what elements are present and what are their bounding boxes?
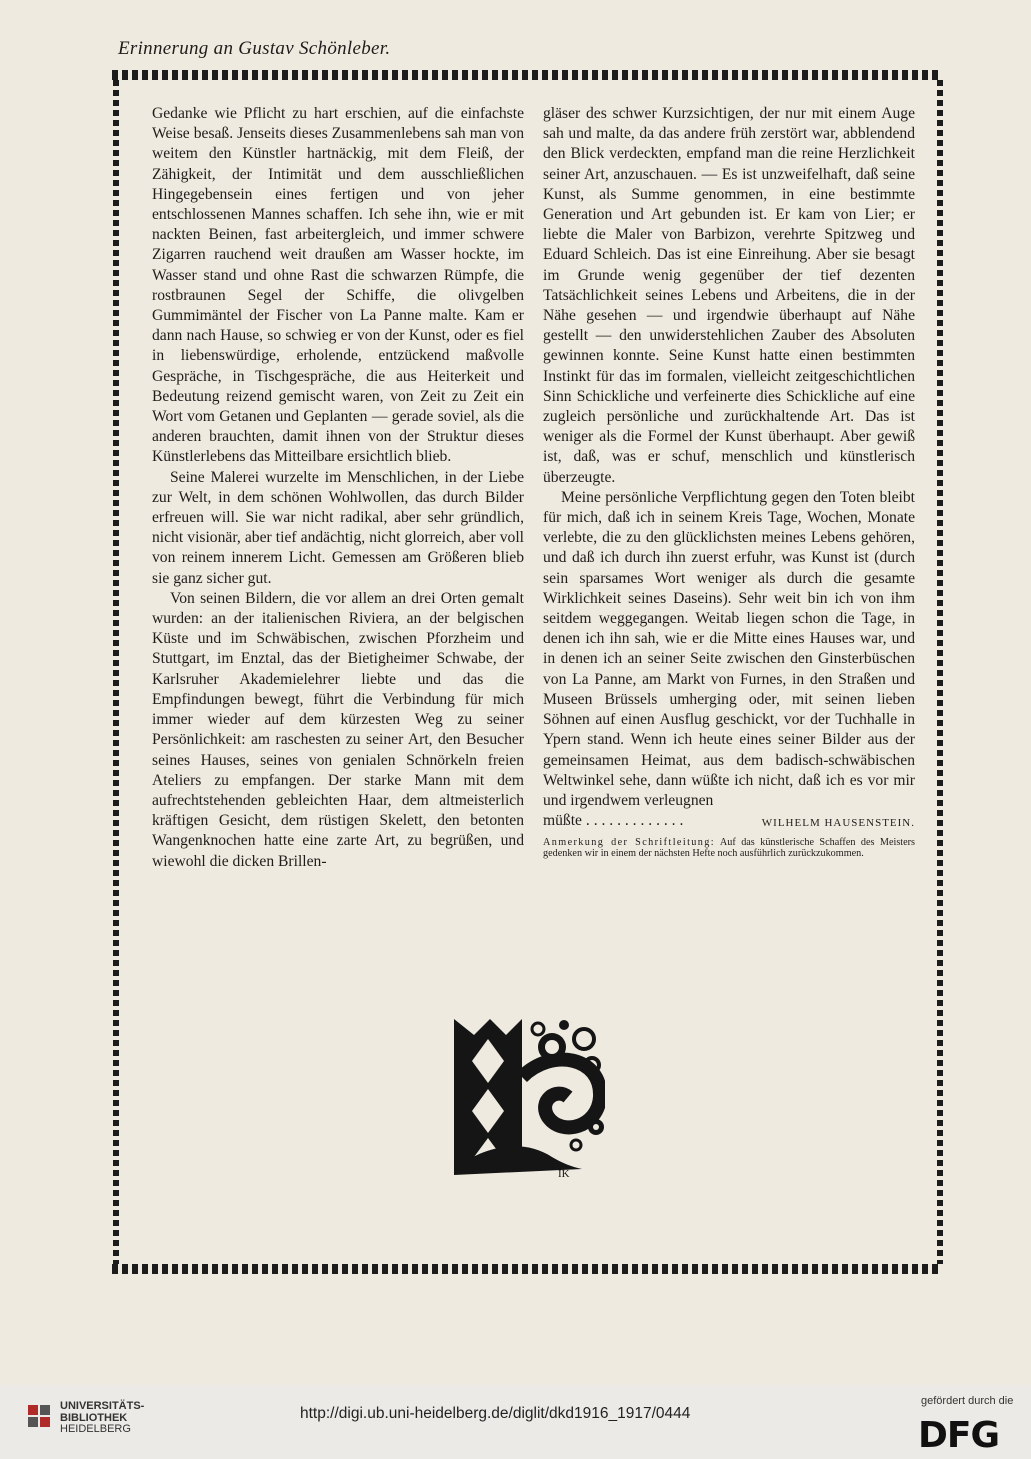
- university-library-logo-icon: [26, 1403, 52, 1429]
- decorative-border-right: [937, 80, 943, 1264]
- funding-caption: gefördert durch die: [921, 1395, 1014, 1407]
- decorative-border-top: [112, 70, 942, 80]
- paragraph: Seine Malerei wurzelte im Menschlichen, in der Liebe zur Welt, in dem schönen Wohlwollen, das durch Bilder erfreuen will. Sie war nicht radikal, aber sehr gründlich, nicht visionär, aber tief andächtig, nicht glorreich, aber voll von reinem innerem Licht. Gemessen am Größeren blieb sie ganz sicher gut.: [152, 468, 524, 587]
- digitization-footer: [0, 1385, 1031, 1459]
- left-text-column: [152, 104, 524, 872]
- paragraph: Von seinen Bildern, die vor allem an drei Orten gemalt wurden: an der italienischen Riviera, an der belgischen Küste und im Schwäbischen, zwischen Pforzheim und Stuttgart, im Enztal, das der Bietigheimer Schwabe, der Karlsruher Akademielehrer liebte und das die Empfindungen bewegt, führt die Verbindung für mich immer wieder auf dem kürzesten Weg zu seiner Persönlichkeit: am raschesten zu seiner Art, den Besucher seines Hauses, seines von genialen Schnörkeln freien Ateliers zu empfangen. Der starke Mann mit dem aufrechtstehenden gebleichten Haar, dem altmeisterlich kräftigen Gesicht, dem rüstigen Skelett, den betonten Wangenknochen hatte eine zarte Art, zu begrüßen, und wiewohl die dicken Brillen-: [152, 589, 524, 870]
- closing-word: müßte . . . . . . . . . . . . .: [543, 812, 684, 830]
- decorative-border-bottom: [112, 1264, 942, 1274]
- decorative-border-left: [113, 80, 119, 1264]
- page-header-title: Erinnerung an Gustav Schönleber.: [118, 38, 391, 59]
- paragraph: Gedanke wie Pflicht zu hart erschien, auf die einfachste Weise besaß. Jenseits dieses Zusammenlebens sah man von weitem den Künstler hartnäckig, mit dem Fleiß, der Zähigkeit, der Intimität und dem ausschließlichen Hingegebensein eines fertigen und von jeher entschlossenen Mannes schaffen. Ich sehe ihn, wie er mit nackten Beinen, fast arbeitergleich, und immer schwere Zigarren rauchend weit draußen am Wasser hockte, im Wasser stand und ohne Rast die schwarzen Rümpfe, die rostbraunen Segel der Schiffe, die olivgelben Gummimäntel der Fischer von La Panne malte. Kam er dann nach Hause, so schwieg er von der Kunst, oder es fiel in liebenswürdige, erholende, entzückend maßvolle Gespräche, in Tischgespräche, die aus Heiterkeit und Bedeutung reizend gemischt waren, von Zeit zu Zeit ein Wort vom Getanen und Geplanten — gerade soviel, als die anderen brauchten, damit ihnen von der Struktur dieses Künstlerlebens das Mitteilbare ersichtlich blieb.: [152, 105, 524, 466]
- author-signature: WILHELM HAUSENSTEIN.: [761, 817, 915, 830]
- paragraph: Meine persönliche Verpflichtung gegen den Toten bleibt für mich, daß ich in seinem Kreis Tage, Wochen, Monate verlebte, die zu den glücklichsten meines Lebens gehören, und daß ich durch ihn zuerst erfuhr, was Kunst ist (durch sein sparsames Wort weniger als durch die gesamte Wirklichkeit seines Daseins). Sehr weit bin ich von ihm seitdem weggegangen. Weitab liegen schon die Tage, in denen ich ihn sah, wie er die Mitte eines Hauses war, und in denen ich an seiner Seite zwischen den Ginsterbüschen von La Panne, am Markt von Furnes, in den Straßen und Museen Brüssels umherging oder, mit seinen lieben Söhnen auf einen Ausflug geschickt, vor der Tuchhalle in Ypern stand. Wenn ich heute eines seiner Bilder aus der gemeinsamen Heimat, aus dem badisch-schwäbischen Weltwinkel sehe, dann wüßte ich nicht, daß ich es vor mir und irgendwem verleugnen: [543, 488, 915, 809]
- editorial-note-label: Anmerkung der Schriftleitung:: [543, 837, 716, 849]
- editorial-note-text: Auf das künstlerische Schaffen des Meisters gedenken wir in einem der nächsten Hefte noch ausführlich zurückzukommen.: [543, 837, 915, 860]
- decorative-ornament-vignette: [452, 1017, 605, 1180]
- permalink-url[interactable]: http://digi.ub.uni-heidelberg.de/diglit/dkd1916_1917/0444: [300, 1405, 691, 1422]
- ornament-monogram: IK: [558, 1168, 570, 1180]
- right-text-column: [543, 104, 915, 859]
- university-library-name: UNIVERSITÄTS- BIBLIOTHEK HEIDELBERG: [60, 1400, 145, 1435]
- signature-line: [543, 811, 915, 833]
- paragraph: gläser des schwer Kurzsichtigen, der nur mit einem Auge sah und malte, da das andere früh zerstört war, abblendend den Blick verdeckten, empfand man die reine Herzlichkeit seiner Art, anzuschauen. — Es ist unzweifelhaft, daß seine Kunst, als Summe genommen, in eine bestimmte Generation und Art gebunden ist. Er kam von Lier; er liebte die Maler von Barbizon, verehrte Spitzweg und Eduard Schleich. Das ist eine Einreihung. Aber sie besagt im Grunde wenig gegenüber der tief dezenten Tatsächlichkeit seines Lebens und Arbeitens, die in der Nähe gesehen — und irgendwie überhaupt auf Nähe gestellt — den unwiderstehlichen Zauber des Absoluten gewinnen konnte. Seine Kunst hatte einen bestimmten Instinkt für das im formalen, vielleicht zeitgeschichtlichen Sinn Schickliche und verfeinerte dies Schickliche auf eine zugleich persönliche und zurückhaltende Art. Das ist weniger als die Formel der Kunst überhaupt. Aber gewiß ist, daß, was er schuf, menschlich und künstlerisch überzeugte.: [543, 105, 915, 486]
- dfg-logo: DFG: [918, 1415, 1000, 1456]
- editorial-note: [543, 837, 915, 859]
